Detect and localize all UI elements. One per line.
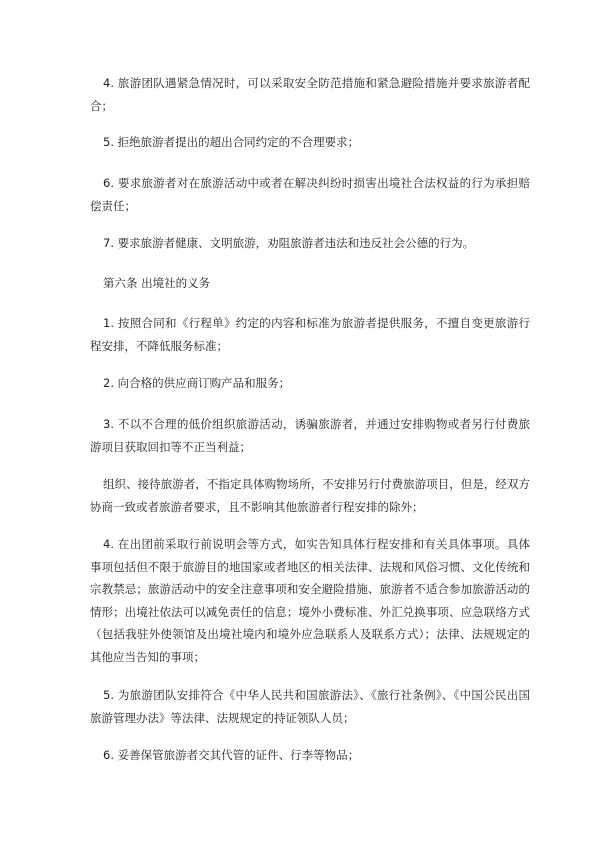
article-heading: 第六条 出境社的义务 [103,276,211,290]
paragraph-right-7: 7. 要求旅游者健康、文明旅游，劝阻旅游者违法和违反社会公德的行为。 [103,236,475,250]
paragraph-duty-1: 1. 按照合同和《行程单》约定的内容和标准为旅游者提供服务，不擅自变更旅游行程安排，不降低服务标准； [90,316,530,353]
paragraph-right-5: 5. 拒绝旅游者提出的超出合同约定的不合理要求； [103,135,360,149]
paragraph-right-4: 4. 旅游团队遇紧急情况时，可以采取安全防范措施和紧急避险措施并要求旅游者配合； [90,76,530,113]
paragraph-duty-2: 2. 向合格的供应商订购产品和服务； [103,376,291,390]
paragraph-duty-4: 4. 在出团前采取行前说明会等方式，如实告知具体行程安排和有关具体事项。具体事项包括但不限于旅游目的地国家或者地区的相关法律、法规和风俗习惯、文化传统和宗教禁忌；旅游活动中的安全注意事项和安全避险措施、旅游者不适合参加旅游活动的情形；出境社依法可以减免责任的信息；境外小费标准、外汇兑换事项、应急联络方式（包括我驻外使领馆及出境社境内和境外应急联系人及联系方式）；法律、法规规定的其他应当告知的事项； [90,537,530,664]
paragraph-duty-5: 5. 为旅游团队安排符合《中华人民共和国旅游法》、《旅行社条例》、《中国公民出国旅游管理办法》等法律、法规规定的持证领队人员； [90,688,530,725]
paragraph-duty-3-supplement: 组织、接待旅游者，不指定具体购物场所，不安排另行付费旅游项目，但是，经双方协商一致或者旅游者要求，且不影响其他旅游者行程安排的除外； [90,477,530,514]
paragraph-duty-3: 3. 不以不合理的低价组织旅游活动，诱骗旅游者，并通过安排购物或者另行付费旅游项目获取回扣等不正当利益； [90,417,530,454]
paragraph-duty-6: 6. 妥善保管旅游者交其代管的证件、行李等物品； [103,748,360,762]
paragraph-right-6: 6. 要求旅游者对在旅游活动中或者在解决纠纷时损害出境社合法权益的行为承担赔偿责任； [90,176,530,213]
